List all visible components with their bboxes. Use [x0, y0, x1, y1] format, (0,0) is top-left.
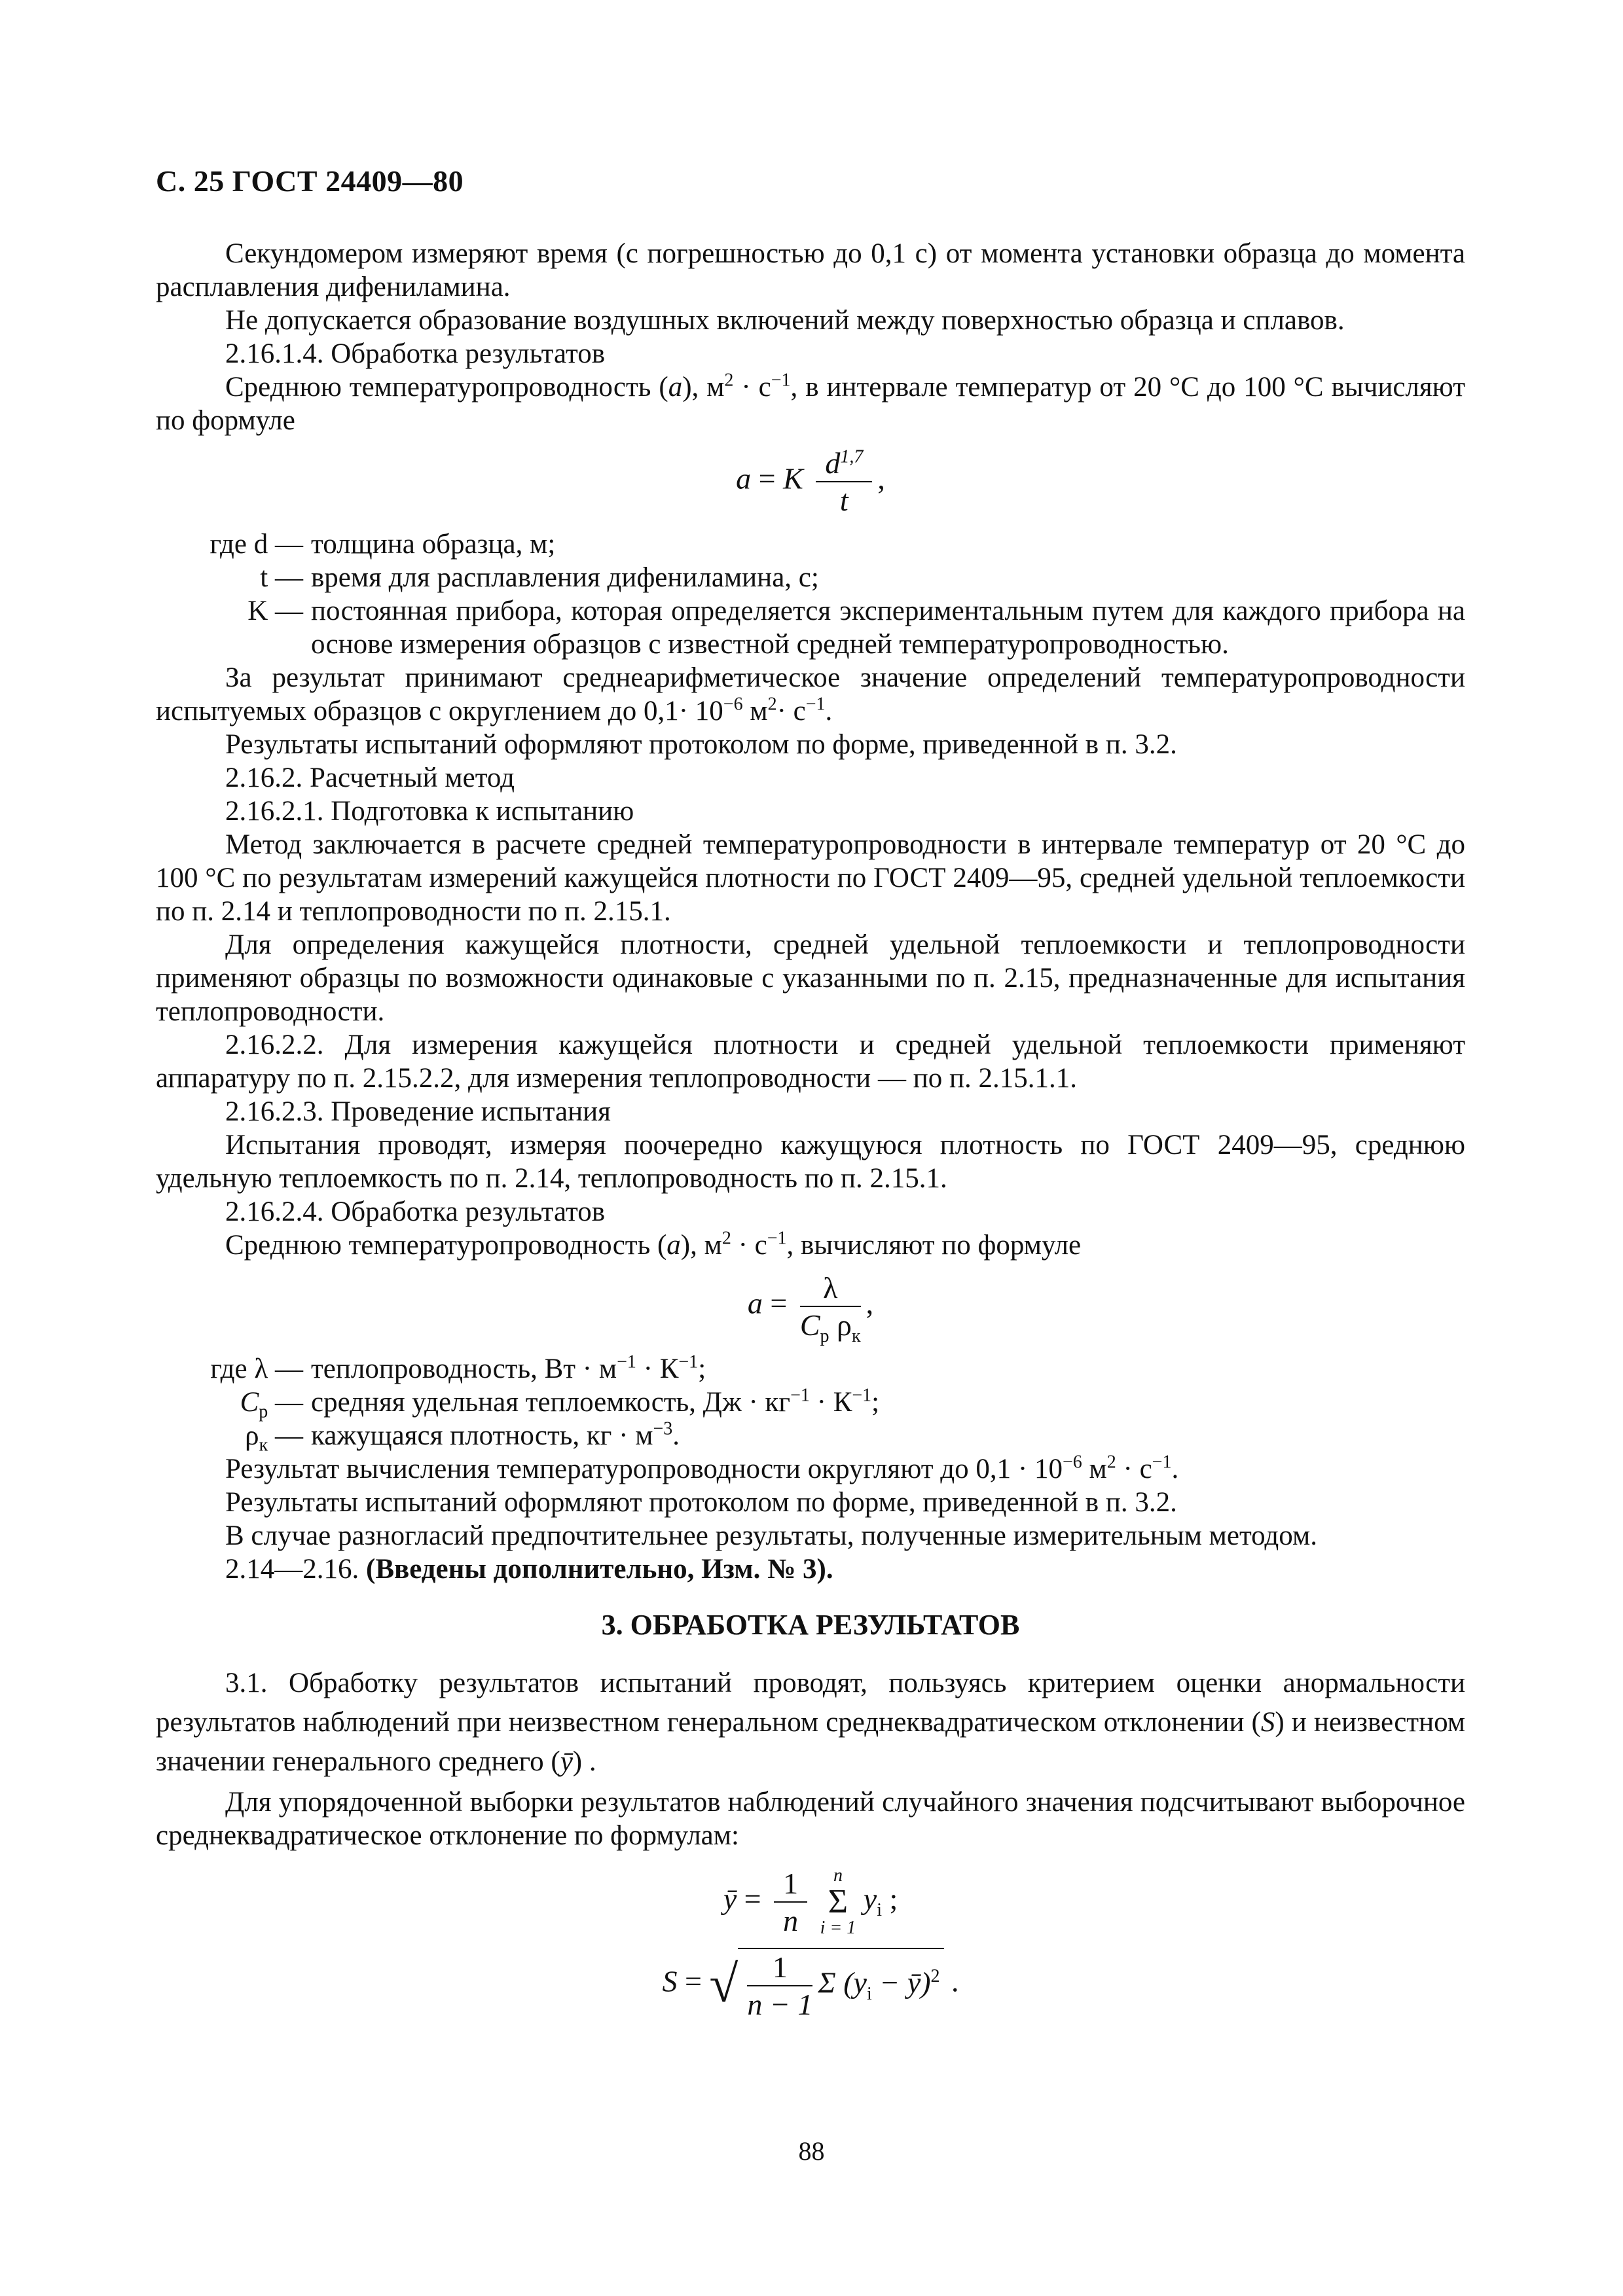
document-body: [156, 237, 1465, 2032]
paragraph-heading: 2.16.1.4. Обработка результатов: [225, 338, 605, 369]
paragraph: Результаты испытаний оформляют протоколом по форме, приведенной в п. 3.2.: [225, 1487, 1177, 1518]
paragraph: Среднюю температуропроводность (a), $м^2 \cdot с^{-1}$, вычисляют по формуле: [225, 1228, 1082, 1261]
formula-std-deviation: S = √ $\frac{1}{n - 1}$ Σ ($y_i$ − ȳ)$^2$ .: [156, 1948, 1465, 2021]
formula-mean: ȳ = $\frac{1}{n}$ n Σ i = 1 $y_i$ ;: [723, 1865, 898, 1938]
paragraph: Метод заключается в расчете средней температуропроводности в интервале температур от 20 °С до 100 °С по результатам измерений кажущейся плотности по ГОСТ 2409—95, средней удельной теплоемкости по п. 2.14 и теплопроводности по п. 2.15.1.: [156, 829, 1465, 927]
where-item: где λ — теплопроводность, Вт · $м^{-1} \cdot К^{-1}$;: [210, 1352, 706, 1384]
where-item: t — время для расплавления дифениламина, с;: [260, 562, 819, 593]
paragraph: Для определения кажущейся плотности, средней удельной теплоемкости и теплопроводности применяют образцы по возможности одинаковые с указанными по п. 2.15, предназначенные для испытания теплопроводности.: [156, 929, 1465, 1027]
page-number: 88: [798, 2136, 825, 2166]
paragraph-heading: 2.16.2.3. Проведение испытания: [225, 1096, 611, 1127]
paragraph: 3.1. Обработку результатов испытаний проводят, пользуясь критерием оценки анормальности результатов наблюдений при неизвестном генеральном среднеквадратическом отклонении (S) и неизвестном значении генерального среднего (ȳ) .: [156, 1668, 1465, 1777]
paragraph: Результат вычисления температуропроводности округляют до $0,1 \cdot 10^{-6}$ $м^2 \cdot с^{-1}$.: [225, 1452, 1179, 1484]
paragraph: Не допускается образование воздушных включений между поверхностью образца и сплавов.: [225, 305, 1345, 336]
where-item: $C_р$ — средняя удельная теплоемкость, Дж · $кг^{-1} \cdot К^{-1}$;: [240, 1385, 880, 1422]
where-item: где d — толщина образца, м;: [210, 529, 556, 560]
paragraph: Испытания проводят, измеряя поочередно кажущуюся плотность по ГОСТ 2409—95, среднюю удельную теплоемкость по п. 2.14, теплопроводность по п. 2.15.1.: [156, 1130, 1465, 1194]
paragraph: Секундомером измеряют время (с погрешностью до 0,1 с) от момента установки образца до момента расплавления дифениламина.: [156, 238, 1465, 302]
section-heading: 3. ОБРАБОТКА РЕЗУЛЬТАТОВ: [601, 1609, 1020, 1641]
paragraph: За результат принимают среднеарифметическое значение определений температуропроводности испытуемых образцов с округлением до $0,1\cdot 10^{-6}$ $м^2\cdot с^{-1}$.: [156, 662, 1465, 726]
paragraph: Результаты испытаний оформляют протоколом по форме, приведенной в п. 3.2.: [225, 729, 1177, 760]
page-header: С. 25 ГОСТ 24409—80: [156, 164, 464, 198]
paragraph: Для упорядоченной выборки результатов наблюдений случайного значения подсчитывают выборочное среднеквадратическое отклонение по формулам:: [156, 1787, 1465, 1851]
paragraph: Среднюю температуропроводность (a), $м^2 \cdot с^{-1}$, в интервале температур от 20 °С до 100 °С вычисляют по формуле: [156, 370, 1465, 436]
formula-diffusivity-calculated: a = $\frac{\lambda}{C_р \rho_к}$ ,: [747, 1271, 874, 1347]
amendment-note: 2.14—2.16. (Введены дополнительно, Изм. № 3).: [225, 1554, 833, 1585]
paragraph: В случае разногласий предпочтительнее результаты, полученные измерительным методом.: [225, 1520, 1317, 1551]
paragraph-heading: 2.16.2.1. Подготовка к испытанию: [225, 796, 634, 827]
paragraph: 2.16.2.2. Для измерения кажущейся плотности и средней удельной теплоемкости применяют аппаратуру по п. 2.15.2.2, для измерения теплопроводности — по п. 2.15.1.1.: [156, 1030, 1465, 1094]
paragraph-heading: 2.16.2.4. Обработка результатов: [225, 1196, 605, 1227]
paragraph-heading: 2.16.2. Расчетный метод: [225, 762, 515, 793]
where-item: $\rho_к$ — кажущаяся плотность, кг · $м^{-3}$.: [245, 1418, 680, 1456]
where-item: K — постоянная прибора, которая определяется экспериментальным путем для каждого прибора на основе измерения образцов с известной средней температуропроводностью.: [247, 596, 1465, 660]
formula-diffusivity-measured: a = K $\frac{d^{1,7}}{t}$ ,: [736, 446, 885, 517]
